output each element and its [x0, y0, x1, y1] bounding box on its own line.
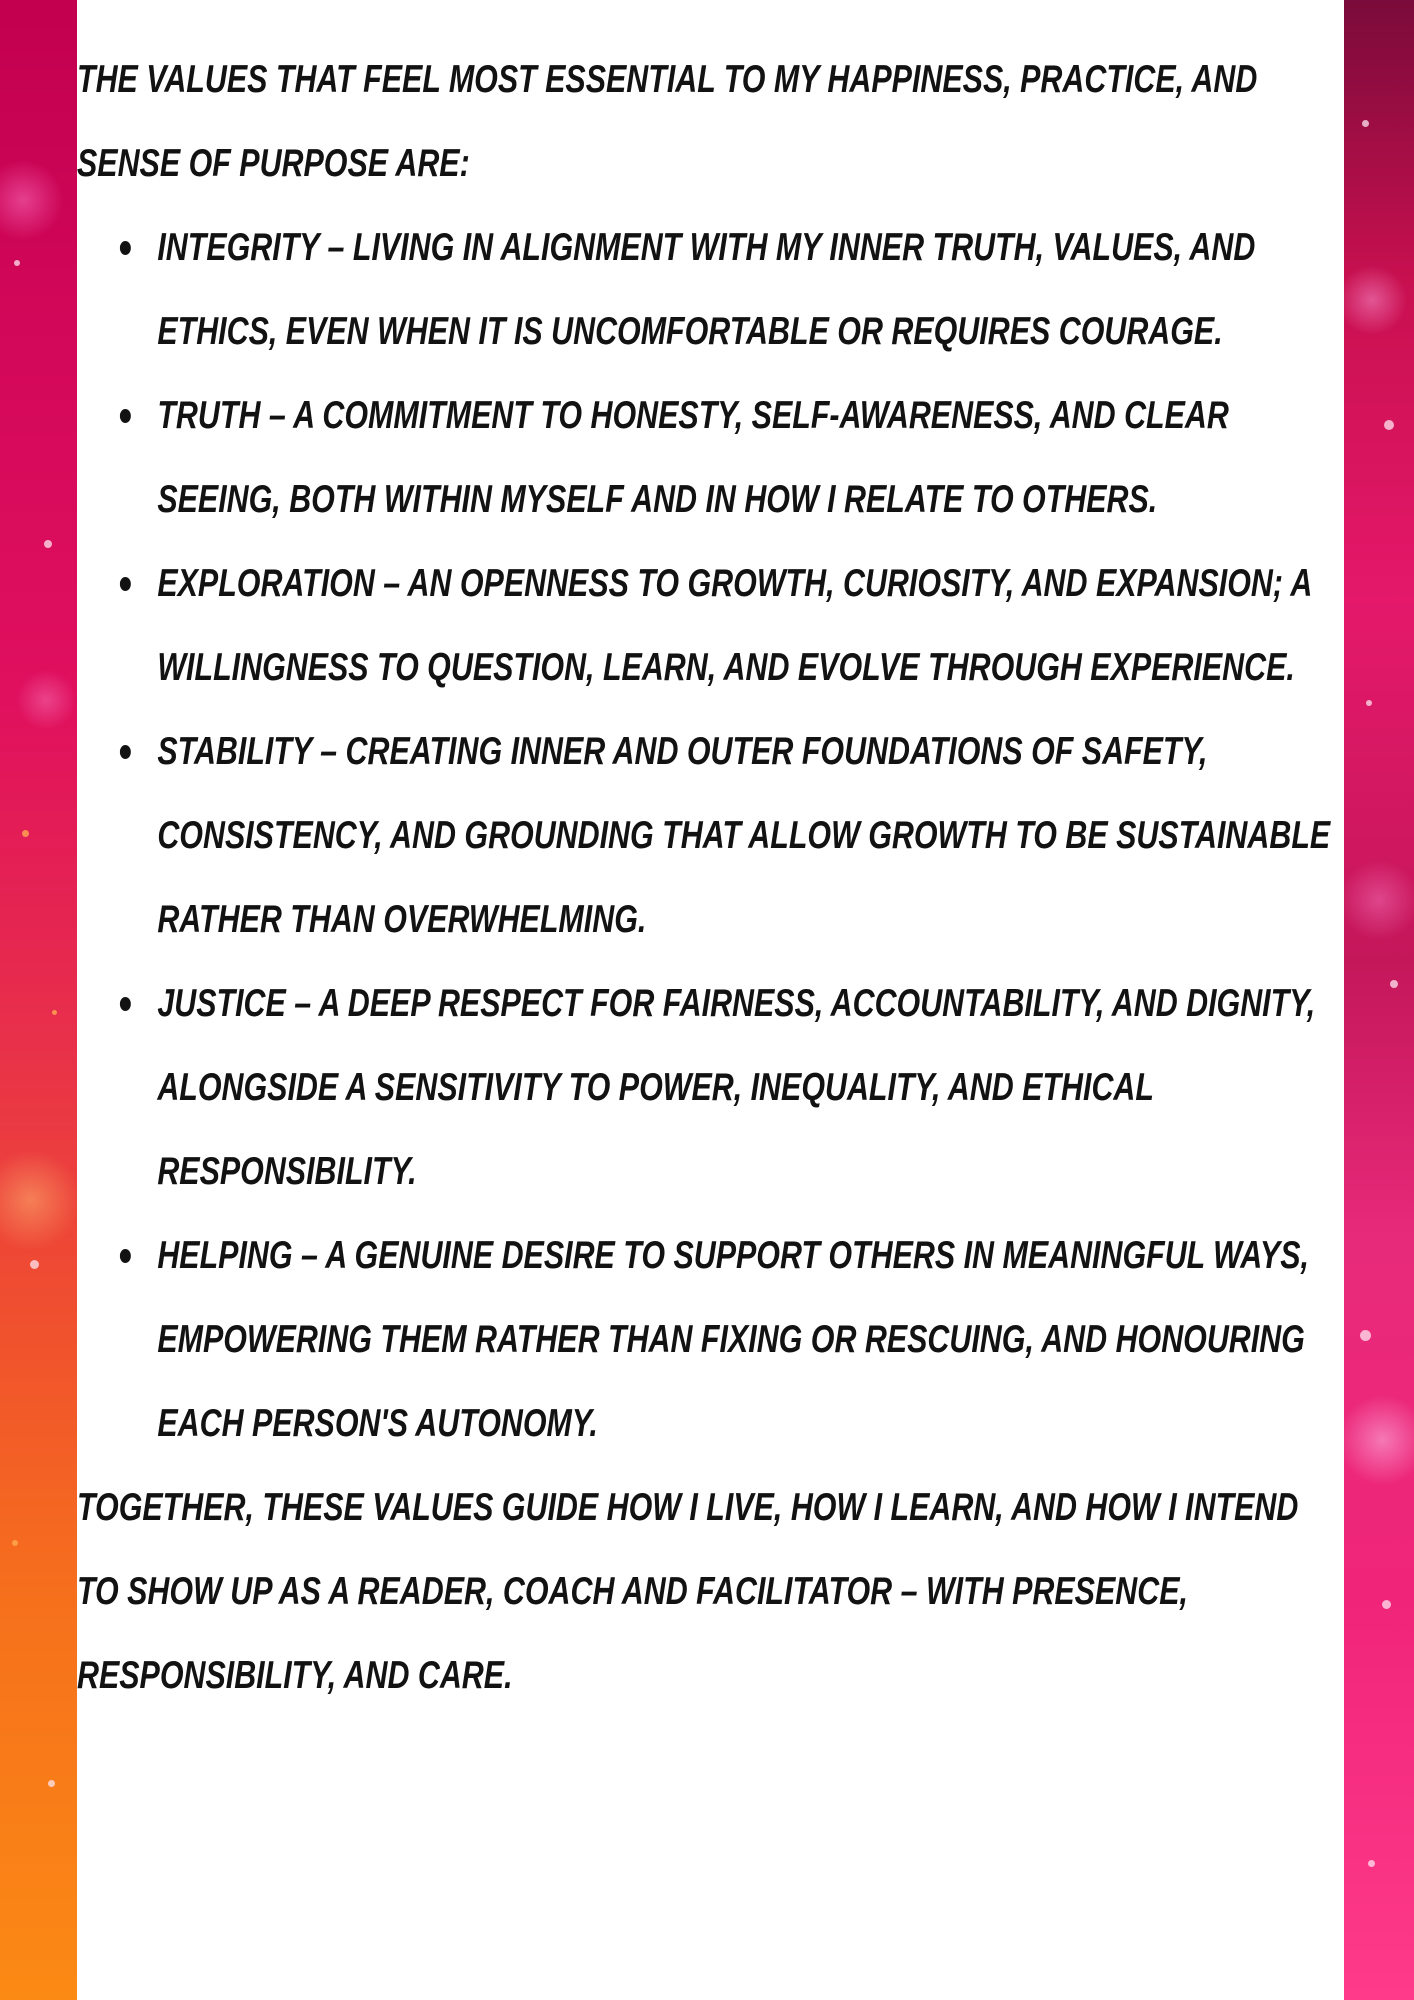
list-item-text: HELPING – A GENUINE DESIRE TO SUPPORT OTHERS IN MEANINGFUL WAYS, EMPOWERING THEM RATHER THAN FIXING OR RESCUING, AND HONOURING EACH PERSON'S AUTONOMY.	[157, 1234, 1309, 1445]
bullet-icon	[120, 1249, 131, 1263]
sparkle-decoration	[44, 540, 52, 548]
document-page	[77, 0, 1344, 2000]
sparkle-decoration	[1362, 120, 1369, 127]
sparkle-decoration	[52, 1010, 57, 1015]
right-decorative-border	[1344, 0, 1414, 2000]
sparkle-decoration	[48, 1780, 55, 1787]
intro-paragraph: THE VALUES THAT FEEL MOST ESSENTIAL TO MY HAPPINESS, PRACTICE, AND SENSE OF PURPOSE ARE:	[77, 58, 1258, 185]
list-item-justice	[77, 962, 1337, 1214]
sparkle-decoration	[1368, 1860, 1375, 1867]
bullet-icon	[120, 241, 131, 255]
list-item-truth	[77, 374, 1337, 542]
sparkle-decoration	[14, 260, 20, 266]
sparkle-decoration	[12, 1540, 18, 1546]
values-list	[77, 206, 1337, 1466]
sparkle-decoration	[1360, 1330, 1371, 1341]
sparkle-decoration	[22, 830, 29, 837]
left-decorative-border	[0, 0, 77, 2000]
list-item-text: EXPLORATION – AN OPENNESS TO GROWTH, CURIOSITY, AND EXPANSION; A WILLINGNESS TO QUESTION, LEARN, AND EVOLVE THROUGH EXPERIENCE.	[157, 562, 1312, 689]
bullet-icon	[120, 409, 131, 423]
bullet-icon	[120, 745, 131, 759]
document-body	[77, 38, 1331, 1718]
sparkle-decoration	[1382, 1600, 1391, 1609]
list-item-text: INTEGRITY – LIVING IN ALIGNMENT WITH MY INNER TRUTH, VALUES, AND ETHICS, EVEN WHEN IT IS UNCOMFORTABLE OR REQUIRES COURAGE.	[157, 226, 1256, 353]
list-item-text: STABILITY – CREATING INNER AND OUTER FOUNDATIONS OF SAFETY, CONSISTENCY, AND GROUNDING THAT ALLOW GROWTH TO BE SUSTAINABLE RATHER THAN OVERWHELMING.	[157, 730, 1331, 941]
sparkle-decoration	[30, 1260, 39, 1269]
list-item-helping	[77, 1214, 1337, 1466]
list-item-exploration	[77, 542, 1337, 710]
list-item-text: TRUTH – A COMMITMENT TO HONESTY, SELF-AWARENESS, AND CLEAR SEEING, BOTH WITHIN MYSELF AND IN HOW I RELATE TO OTHERS.	[157, 394, 1229, 521]
sparkle-decoration	[1384, 420, 1394, 430]
sparkle-decoration	[1390, 980, 1398, 988]
closing-paragraph: TOGETHER, THESE VALUES GUIDE HOW I LIVE, HOW I LEARN, AND HOW I INTEND TO SHOW UP AS A READER, COACH AND FACILITATOR – WITH PRESENCE, RESPONSIBILITY, AND CARE.	[77, 1486, 1299, 1697]
bullet-icon	[120, 577, 131, 591]
list-item-text: JUSTICE – A DEEP RESPECT FOR FAIRNESS, ACCOUNTABILITY, AND DIGNITY, ALONGSIDE A SENSITIVITY TO POWER, INEQUALITY, AND ETHICAL RESPONSIBILITY.	[157, 982, 1316, 1193]
list-item-integrity	[77, 206, 1337, 374]
bullet-icon	[120, 997, 131, 1011]
list-item-stability	[77, 710, 1337, 962]
sparkle-decoration	[1366, 700, 1372, 706]
